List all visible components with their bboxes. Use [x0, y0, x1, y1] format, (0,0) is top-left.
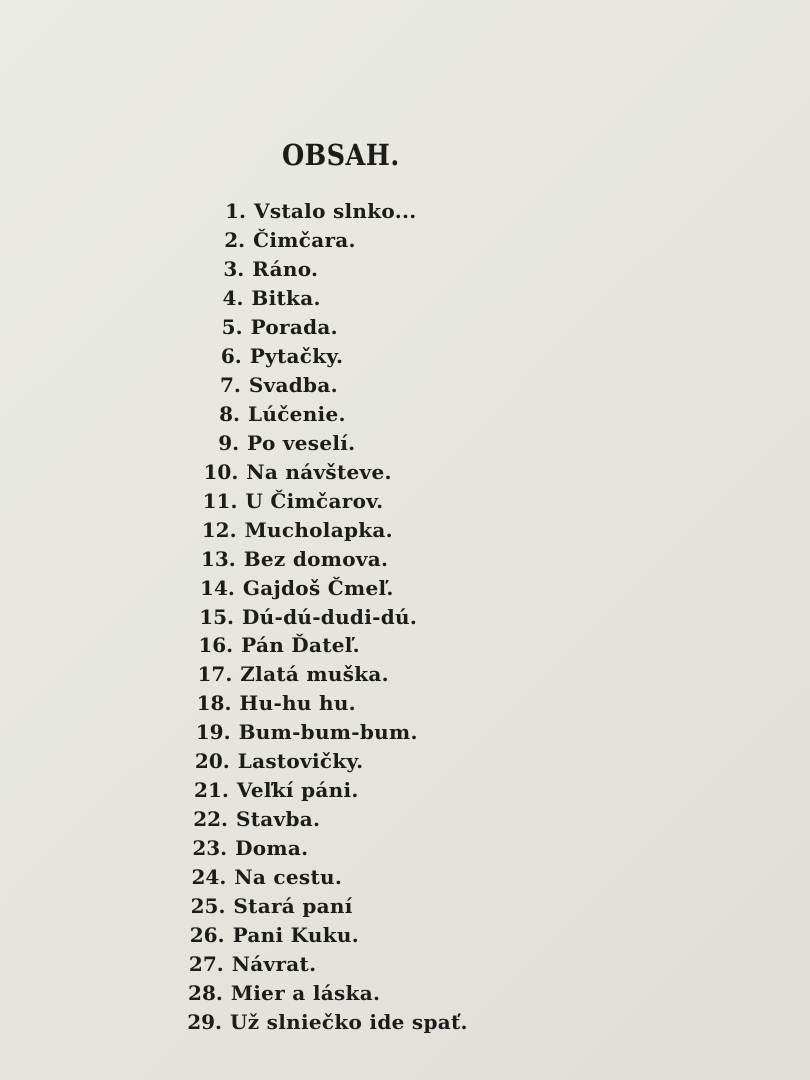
toc-entry-title: U Čimčarov.: [245, 488, 384, 513]
toc-entry-number: 15.: [199, 604, 234, 629]
toc-entry-number: 5.: [221, 314, 243, 339]
toc-entry-number: 22.: [193, 807, 228, 832]
toc-entry-number: 27.: [188, 952, 224, 977]
toc-entry-number: 24.: [191, 865, 227, 890]
toc-entry: [181, 834, 308, 862]
toc-entry-number: 14.: [200, 575, 235, 600]
toc-entry-number: 11.: [202, 488, 238, 513]
toc-entry-number: 13.: [200, 546, 236, 571]
toc-entry-title: Mucholapka.: [244, 517, 393, 542]
toc-entry-number: 12.: [201, 517, 237, 542]
toc-entry: [182, 805, 320, 833]
toc-entry-title: Gajdoš Čmeľ.: [242, 575, 394, 600]
toc-entry-title: Lastovičky.: [237, 749, 364, 774]
page-title: OBSAH.: [282, 138, 400, 172]
toc-entry-number: 7.: [219, 372, 241, 397]
toc-entry-number: 26.: [189, 923, 225, 948]
toc-entry-title: Zlatá muška.: [240, 662, 389, 687]
toc-entry: [183, 776, 359, 804]
toc-entry: [178, 950, 317, 978]
toc-entry-title: Svadba.: [248, 372, 338, 397]
toc-entry: [191, 487, 383, 515]
toc-entry: [197, 313, 338, 341]
toc-entry-title: Návrat.: [231, 952, 317, 977]
toc-entry-title: Bitka.: [251, 285, 321, 310]
toc-entry-title: Po veselí.: [247, 430, 356, 455]
toc-entry: [195, 371, 338, 399]
toc-entry: [196, 342, 344, 370]
toc-entry-title: Dú-dú-dudi-dú.: [242, 604, 418, 629]
toc-entry: [179, 892, 352, 920]
toc-entry-number: 1.: [225, 199, 246, 223]
toc-entry: [197, 284, 320, 312]
toc-entry-number: 17.: [197, 662, 233, 687]
toc-entry-title: Veľkí páni.: [236, 778, 359, 803]
toc-entry-title: Stavba.: [236, 807, 321, 832]
toc-entry-title: Pán Ďateľ.: [241, 633, 360, 658]
toc-entry-number: 23.: [192, 836, 228, 861]
toc-entry: [188, 603, 417, 631]
toc-entry-number: 4.: [222, 285, 244, 310]
toc-entry-title: Hu-hu hu.: [239, 691, 356, 716]
toc-entry: [190, 545, 389, 573]
toc-entry: [176, 1008, 468, 1036]
toc-entry-title: Bez domova.: [243, 546, 389, 571]
toc-entry: [199, 226, 356, 254]
toc-entry-number: 20.: [194, 749, 230, 774]
toc-entry-title: Na cestu.: [234, 865, 343, 890]
toc-entry-title: Lúčenie.: [248, 401, 346, 426]
toc-entry-title: Pytačky.: [249, 343, 344, 368]
toc-entry-number: 8.: [219, 401, 240, 426]
toc-entry-number: 29.: [187, 1010, 222, 1034]
toc-entry-number: 25.: [190, 894, 226, 919]
toc-entry: [186, 660, 389, 688]
toc-entry-number: 28.: [188, 981, 223, 1006]
toc-entry-number: 2.: [224, 227, 246, 252]
toc-entry-title: Porada.: [250, 314, 338, 339]
toc-entry: [179, 921, 359, 949]
toc-entry-title: Vstalo slnko...: [254, 199, 417, 223]
toc-entry-number: 9.: [218, 430, 240, 455]
toc-entry: [193, 429, 355, 457]
toc-entry-number: 21.: [194, 778, 229, 803]
toc-entry-title: Mier a láska.: [230, 981, 381, 1006]
toc-entry-number: 6.: [220, 343, 242, 368]
toc-entry-title: Už slniečko ide spať.: [230, 1010, 468, 1034]
toc-entry: [185, 689, 356, 717]
toc-entry: [194, 400, 346, 428]
toc-entry-number: 16.: [198, 633, 234, 658]
toc-entry-number: 10.: [203, 459, 239, 484]
toc-entry-title: Pani Kuku.: [232, 923, 359, 948]
toc-entry: [177, 979, 380, 1007]
toc-entry-title: Na návšteve.: [246, 459, 392, 484]
toc-entry: [184, 747, 364, 775]
toc-entry-title: Čimčara.: [253, 227, 356, 252]
toc-entry: [180, 863, 342, 891]
toc-entry-number: 18.: [196, 691, 232, 716]
toc-entry-number: 19.: [195, 720, 231, 745]
toc-entry-title: Doma.: [235, 836, 309, 861]
toc-entry: [191, 516, 393, 544]
toc-entry-title: Ráno.: [252, 256, 319, 281]
toc-entry: [189, 574, 394, 602]
toc-entry: [192, 458, 391, 486]
toc-entry: [200, 197, 417, 225]
toc-entry-title: Stará paní: [233, 894, 353, 919]
toc-entry: [187, 631, 360, 659]
toc-entry: [198, 255, 318, 283]
toc-entry-number: 3.: [223, 256, 245, 281]
toc-entry-title: Bum-bum-bum.: [238, 720, 418, 745]
toc-entry: [185, 718, 418, 746]
